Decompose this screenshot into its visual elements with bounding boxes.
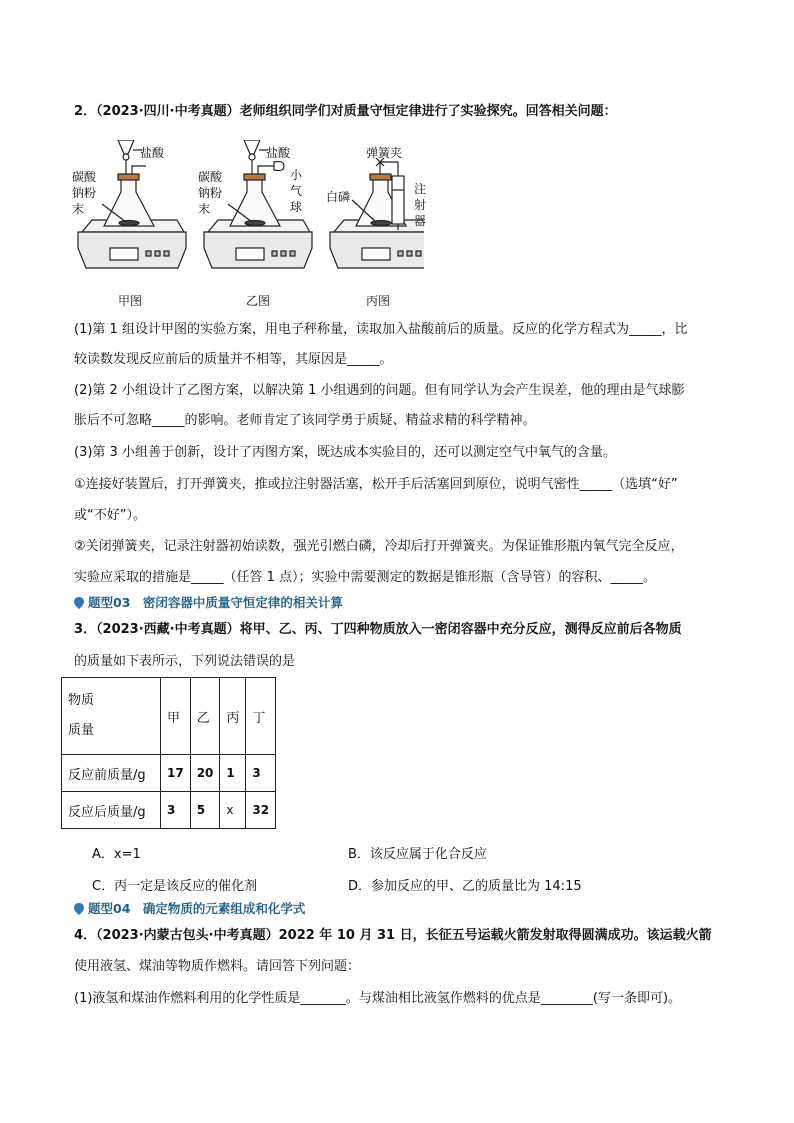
section-heading-03	[74, 595, 343, 611]
table-row	[62, 755, 276, 792]
section-heading-04	[74, 901, 305, 917]
q2-part3b-line1: ②关闭弹簧夹，记录注射器初始读数，强光引燃白磷，冷却后打开弹簧夹。为保证锥形瓶内氧气完全反应，	[74, 539, 684, 554]
q2-stem: 2．（2023·四川·中考真题）老师组织同学们对质量守恒定律进行了实验探究。回答相关问题：	[74, 104, 617, 119]
label-sodium-carbonate-1c: 末	[72, 202, 85, 216]
q4-part1: (1)液氢和煤油作燃料利用的化学性质是_______。与煤油相比液氢作燃料的优点是________(写一条即可)。	[74, 991, 682, 1006]
q2-part2-line1: (2)第 2 小组设计了乙图方案，以解决第 1 小组遇到的问题。但有同学认为会产生误差，他的理由是气球膨	[74, 383, 685, 398]
label-balloon-b: 气	[290, 184, 303, 198]
table-header-row	[62, 678, 276, 755]
table-cell: 3	[246, 755, 276, 792]
q3-option-d[interactable]: D．参加反应的甲、乙的质量比为 14:15	[348, 879, 582, 894]
mass-table	[61, 677, 276, 829]
label-hydrochloric-acid-2: 盐酸	[266, 146, 291, 160]
label-spring-clip: 弹簧夹	[366, 146, 403, 160]
balance-apparatus-drawing	[74, 140, 427, 310]
label-sodium-carbonate-2a: 碳酸	[198, 170, 223, 184]
caption-yi: 乙图	[246, 294, 271, 308]
q2-part1-line2: 较读数发现反应前后的质量并不相等，其原因是_____。	[74, 352, 393, 367]
q2-part3b-line2: 实验应采取的措施是_____（任答 1 点）；实验中需要测定的数据是锥形瓶（含导管）的容积、_____。	[74, 570, 657, 585]
apparatus-bing	[330, 158, 427, 268]
apparatus-jia	[78, 140, 186, 268]
q2-part3: (3)第 3 小组善于创新，设计了丙图方案，既达成本实验目的，还可以测定空气中氧气的含量。	[74, 445, 616, 460]
label-sodium-carbonate-1b: 钠粉	[72, 186, 97, 200]
label-sodium-carbonate-2c: 末	[198, 202, 211, 216]
table-cell: 1	[220, 755, 246, 792]
table-row-label: 反应前质量/g	[62, 755, 161, 792]
experiment-figure	[72, 140, 427, 310]
table-cell: x	[220, 792, 246, 829]
q3-stem-line2: 的质量如下表所示，下列说法错误的是	[74, 654, 296, 669]
label-sodium-carbonate-1a: 碳酸	[72, 170, 97, 184]
q2-part2-line2: 胀后不可忽略_____的影响。老师肯定了该同学勇于质疑、精益求精的科学精神。	[74, 413, 536, 428]
q3-stem-line1: 3．（2023·西藏·中考真题）将甲、乙、丙、丁四种物质放入一密闭容器中充分反应，测得反应前后各物质	[74, 622, 682, 637]
table-cell: 32	[246, 792, 276, 829]
table-header-label	[62, 678, 161, 755]
caption-jia: 甲图	[118, 294, 143, 308]
label-white-phosphorus: 白磷	[326, 190, 351, 204]
q4-stem-line1: 4．（2023·内蒙古包头·中考真题）2022 年 10 月 31 日，长征五号运载火箭发射取得圆满成功。该运载火箭	[74, 928, 712, 943]
table-col-header: 丙	[220, 678, 246, 755]
table-header-top: 物质	[68, 693, 95, 708]
q3-option-b[interactable]: B．该反应属于化合反应	[348, 847, 487, 862]
q2-part1-line1: (1)第 1 组设计甲图的实验方案，用电子秤称量，读取加入盐酸前后的质量。反应的化学方程式为_____，比	[74, 322, 688, 337]
q3-option-a[interactable]: A．x=1	[92, 847, 141, 862]
q4-stem-line2: 使用液氢、煤油等物质作燃料。请回答下列问题：	[74, 959, 361, 974]
table-cell: 3	[161, 792, 191, 829]
table-cell: 17	[161, 755, 191, 792]
table-col-header: 乙	[190, 678, 220, 755]
label-syringe-a: 注	[414, 182, 427, 196]
label-syringe-b: 射	[414, 198, 427, 212]
table-col-header: 甲	[161, 678, 191, 755]
label-syringe-c: 器	[414, 214, 427, 228]
table-row	[62, 792, 276, 829]
section-heading-03-text: 题型03 密闭容器中质量守恒定律的相关计算	[88, 595, 343, 610]
table-col-header: 丁	[246, 678, 276, 755]
table-row-label: 反应后质量/g	[62, 792, 161, 829]
label-hydrochloric-acid-1: 盐酸	[140, 146, 165, 160]
q2-part3a-line1: ①连接好装置后，打开弹簧夹，推或拉注射器活塞，松开手后活塞回到原位，说明气密性_____（选填“好”	[74, 477, 678, 492]
label-balloon-c: 球	[290, 200, 303, 214]
label-sodium-carbonate-2b: 钠粉	[198, 186, 223, 200]
label-balloon-a: 小	[290, 168, 303, 182]
table-header-bottom: 质量	[68, 723, 95, 738]
table-cell: 20	[190, 755, 220, 792]
location-marker-icon	[74, 903, 84, 915]
section-heading-04-text: 题型04 确定物质的元素组成和化学式	[88, 901, 306, 916]
caption-bing: 丙图	[366, 294, 391, 308]
table-cell: 5	[190, 792, 220, 829]
location-marker-icon	[74, 597, 84, 609]
q2-part3a-line2: 或“不好”）。	[74, 508, 146, 523]
q3-option-c[interactable]: C．丙一定是该反应的催化剂	[92, 879, 258, 894]
